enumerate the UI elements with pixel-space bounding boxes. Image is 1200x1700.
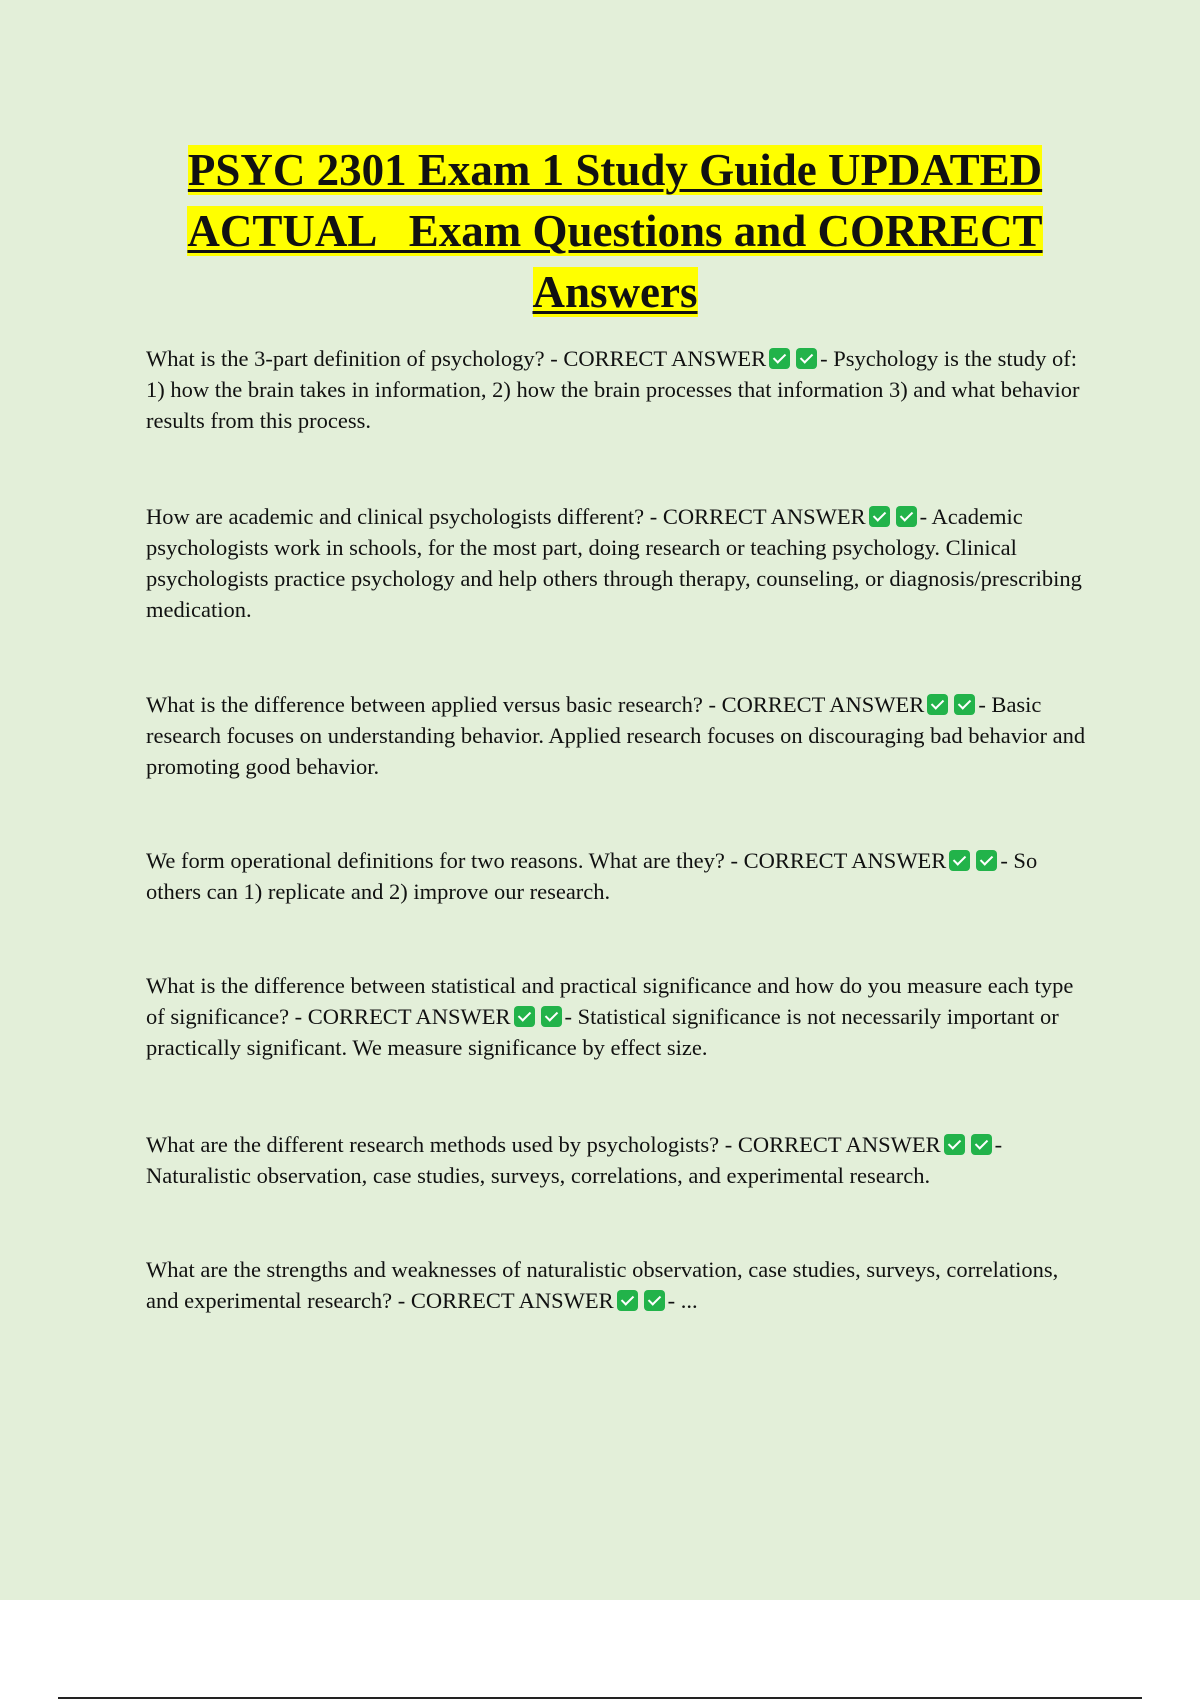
- question-text: What are the strengths and weaknesses of naturalistic observation, case studies, surveys, correlations, and experimental research? - CORRECT ANSWER: [146, 1257, 1059, 1313]
- answer-text: - So others can 1) replicate and 2) improve our research.: [146, 848, 1038, 904]
- qa-item-5: [146, 970, 1086, 1063]
- qa-item-3: [146, 689, 1086, 782]
- check-box-icon: [769, 348, 790, 369]
- answer-text: - Academic psychologists work in schools, for the most part, doing research or teaching psychology. Clinical psychologists practice psychology and help others through therapy, counseling, or diagnosis/prescribing medication.: [146, 504, 1082, 622]
- question-text: What is the 3-part definition of psychology? - CORRECT ANSWER: [146, 346, 767, 371]
- title-line-3: Answers: [532, 267, 698, 317]
- check-box-icon: [514, 1006, 535, 1027]
- check-box-icon: [896, 506, 917, 527]
- question-text: We form operational definitions for two reasons. What are they? - CORRECT ANSWER: [146, 848, 947, 873]
- check-box-icon: [954, 694, 975, 715]
- title-line-2: ACTUAL Exam Questions and CORRECT: [187, 206, 1043, 256]
- question-text: What is the difference between applied versus basic research? - CORRECT ANSWER: [146, 692, 925, 717]
- answer-text: - ...: [667, 1288, 698, 1313]
- page-divider: [58, 1697, 1142, 1699]
- check-box-icon: [541, 1006, 562, 1027]
- question-text: What are the different research methods used by psychologists? - CORRECT ANSWER: [146, 1132, 941, 1157]
- answer-text: - Basic research focuses on understanding behavior. Applied research focuses on discouraging bad behavior and promoting good behavior.: [146, 692, 1086, 779]
- check-box-icon: [927, 694, 948, 715]
- qa-item-4: [146, 845, 1086, 907]
- check-box-icon: [976, 850, 997, 871]
- check-box-icon: [869, 506, 890, 527]
- check-box-icon: [644, 1290, 665, 1311]
- document-title: [140, 140, 1090, 323]
- check-box-icon: [971, 1134, 992, 1155]
- check-box-icon: [617, 1290, 638, 1311]
- question-text: What is the difference between statistical and practical significance and how do you measure each type of significance? - CORRECT ANSWER: [146, 973, 1074, 1029]
- check-box-icon: [944, 1134, 965, 1155]
- title-line-1: PSYC 2301 Exam 1 Study Guide UPDATED: [187, 145, 1043, 195]
- qa-item-2: [146, 501, 1086, 625]
- check-box-icon: [949, 850, 970, 871]
- qa-item-6: [146, 1129, 1086, 1191]
- answer-text: - Naturalistic observation, case studies, surveys, correlations, and experimental research.: [146, 1132, 1003, 1188]
- qa-item-7: [146, 1254, 1086, 1316]
- qa-item-1: [146, 343, 1086, 436]
- question-text: How are academic and clinical psychologists different? - CORRECT ANSWER: [146, 504, 866, 529]
- answer-text: - Psychology is the study of: 1) how the brain takes in information, 2) how the brain processes that information 3) and what behavior results from this process.: [146, 346, 1080, 433]
- answer-text: - Statistical significance is not necessarily important or practically significant. We measure significance by effect size.: [146, 1004, 1059, 1060]
- check-box-icon: [796, 348, 817, 369]
